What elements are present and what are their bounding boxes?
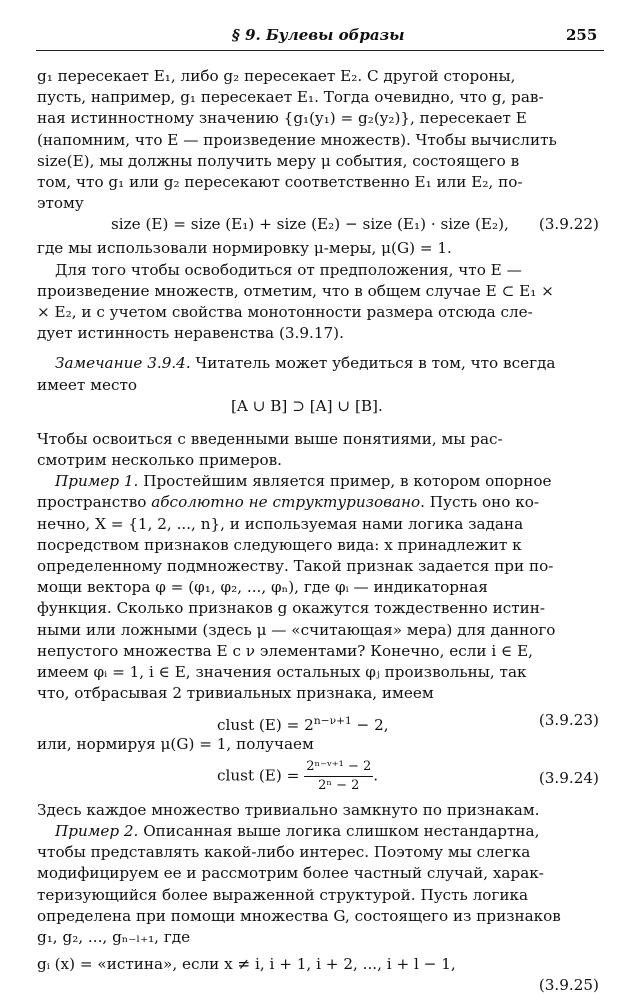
text-line: имеем φᵢ = 1, i ∈ E, значения остальных φⱼ произвольны, так <box>37 663 527 682</box>
text-line: этому <box>37 194 84 213</box>
equation-number: (3.9.23) <box>538 711 599 730</box>
example-line <box>37 471 605 492</box>
text-line: где мы использовали нормировку μ-меры, μ(G) = 1. <box>37 239 452 258</box>
equation-number: (3.9.25) <box>538 976 599 995</box>
remark-text: Читатель может убедиться в том, что всегда <box>190 354 556 373</box>
text-line: том, что g₁ или g₂ пересекают соответственно E₁ или E₂, по- <box>37 173 523 192</box>
text-line: или, нормируя μ(G) = 1, получаем <box>37 735 314 754</box>
text-line: определенному подмножеству. Такой признак задается при по- <box>37 557 554 576</box>
text-line: дует истинность неравенства (3.9.17). <box>37 324 344 343</box>
equation-body: [A ∪ B] ⊃ [A] ∪ [B]. <box>231 396 383 415</box>
text-line: g₁, g₂, ..., gₙ₋ₗ₊₁, где <box>37 927 191 946</box>
equation-body: size (E) = size (E₁) + size (E₂) − size (E₁) · size (E₂), <box>111 215 509 234</box>
text-line: непустого множества E с ν элементами? Конечно, если i ∈ E, <box>37 641 533 660</box>
text-span: пространство <box>37 493 152 512</box>
text-line: ными или ложными (здесь μ — «считающая» мера) для данного <box>37 620 556 639</box>
equation-3-9-24 <box>37 756 605 800</box>
text-line: произведение множеств, отметим, что в общем случае E ⊂ E₁ × <box>37 281 554 300</box>
equation-lhs: clust (E) = 2 <box>217 716 314 735</box>
text-line: чтобы представлять какой-либо интерес. Поэтому мы слегка <box>37 843 531 862</box>
text-line: мощи вектора φ = (φ₁, φ₂, ..., φₙ), где φᵢ — индикаторная <box>37 578 488 597</box>
fraction <box>304 758 373 795</box>
text-line: теризующийся более выраженной структурой. Пусть логика <box>37 885 529 904</box>
emphasis: абсолютно не структуризовано <box>151 493 421 512</box>
text-line: посредством признаков следующего вида: x принадлежит к <box>37 535 522 554</box>
text-line: нечно, X = {1, 2, ..., n}, и используемая нами логика задана <box>37 514 524 533</box>
fraction-numerator: 2ⁿ⁻ᵛ⁺¹ − 2 <box>304 758 373 777</box>
page-body <box>37 66 605 997</box>
text-line: Здесь каждое множество тривиально замкнуто по признакам. <box>37 800 540 819</box>
text-line: пусть, например, g₁ пересекает E₁. Тогда очевидно, что g, рав- <box>37 88 544 107</box>
text-line: что, отбрасывая 2 тривиальных признака, имеем <box>37 684 434 703</box>
example-text: Простейшим является пример, в котором опорное <box>138 472 552 491</box>
text-line: смотрим несколько примеров. <box>37 451 282 470</box>
text-span: . Пусть оно ко- <box>420 493 539 512</box>
text-line: определена при помощи множества G, состоящего из признаков <box>37 906 561 925</box>
equation-remark <box>37 396 605 420</box>
equation-body <box>217 710 389 736</box>
text-line: ная истинностному значению {g₁(y₁) = g₂(y₂)}, пересекает E <box>37 109 527 128</box>
equation-number: (3.9.22) <box>538 215 599 234</box>
example-title: Пример 2. <box>55 821 139 840</box>
text-line: × E₂, и с учетом свойства монотонности размера отсюда сле- <box>37 303 533 322</box>
remark-title: Замечание 3.9.4. <box>55 354 191 373</box>
equation-lhs: clust (E) = <box>217 766 305 785</box>
equation-exponent: n−ν+1 <box>313 714 352 728</box>
text-line: g₁ пересекает E₁, либо g₂ пересекает E₂. С другой стороны, <box>37 67 516 85</box>
page-number: 255 <box>566 26 598 44</box>
example-title: Пример 1. <box>55 472 139 491</box>
header-rule <box>36 50 604 51</box>
remark-line <box>37 353 605 374</box>
fraction-denominator: 2ⁿ − 2 <box>318 777 360 793</box>
text-line <box>37 492 605 513</box>
equation-3-9-22 <box>37 214 605 238</box>
text-line: (напомним, что E — произведение множеств). Чтобы вычислить <box>37 130 557 149</box>
text-line: Для того чтобы освободиться от предположения, что E — <box>55 260 522 279</box>
text-line: модифицируем ее и рассмотрим более частный случай, харак- <box>37 864 544 883</box>
example-text: Описанная выше логика слишком нестандартна, <box>138 821 540 840</box>
text-line: Чтобы освоиться с введенными выше понятиями, мы рас- <box>37 429 503 448</box>
text-line: имеет место <box>37 375 137 394</box>
text-line: size(E), мы должны получить меру μ события, состоящего в <box>37 151 520 170</box>
example-line <box>37 821 605 842</box>
equation-rhs: − 2, <box>351 716 389 735</box>
equation-3-9-25-body: gᵢ (x) = «истина», если x ≠ i, i + 1, i + 2, ..., i + l − 1, <box>37 955 456 974</box>
running-title: § 9. Булевы образы <box>232 26 405 44</box>
equation-3-9-23 <box>37 704 605 734</box>
equation-punct: . <box>373 766 379 785</box>
equation-number: (3.9.24) <box>538 768 599 787</box>
equation-body <box>217 758 378 795</box>
text-line: функция. Сколько признаков g окажутся тождественно истин- <box>37 599 546 618</box>
